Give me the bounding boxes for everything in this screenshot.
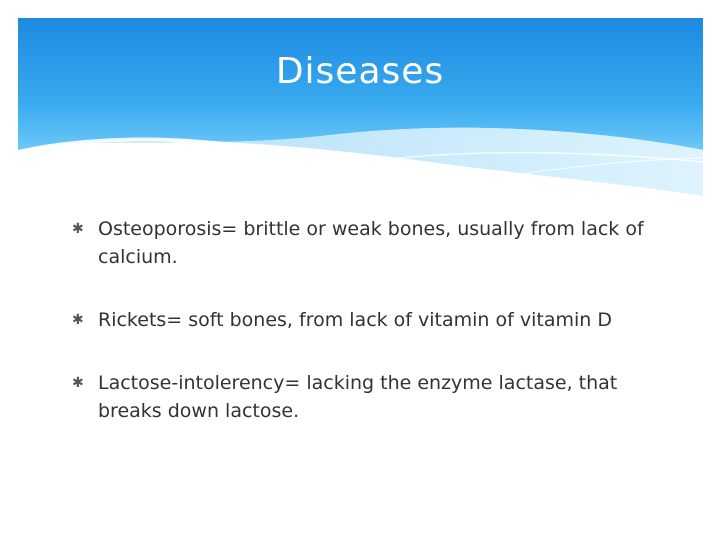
bullet-text: Osteoporosis= brittle or weak bones, usually from lack of calcium. — [98, 218, 644, 268]
asterisk-icon: ✱ — [72, 312, 84, 328]
list-item — [72, 369, 662, 425]
asterisk-icon: ✱ — [72, 221, 84, 237]
bullet-text: Lactose-intolerency= lacking the enzyme lactase, that breaks down lactose. — [98, 372, 618, 422]
slide-title: Diseases — [275, 51, 445, 92]
header-banner — [0, 0, 720, 210]
list-item — [72, 306, 662, 334]
bullet-list — [72, 215, 662, 425]
bullet-text: Rickets= soft bones, from lack of vitamin of vitamin D — [98, 309, 612, 331]
list-item — [72, 215, 662, 271]
asterisk-icon: ✱ — [72, 375, 84, 391]
wave-decoration — [0, 0, 720, 210]
